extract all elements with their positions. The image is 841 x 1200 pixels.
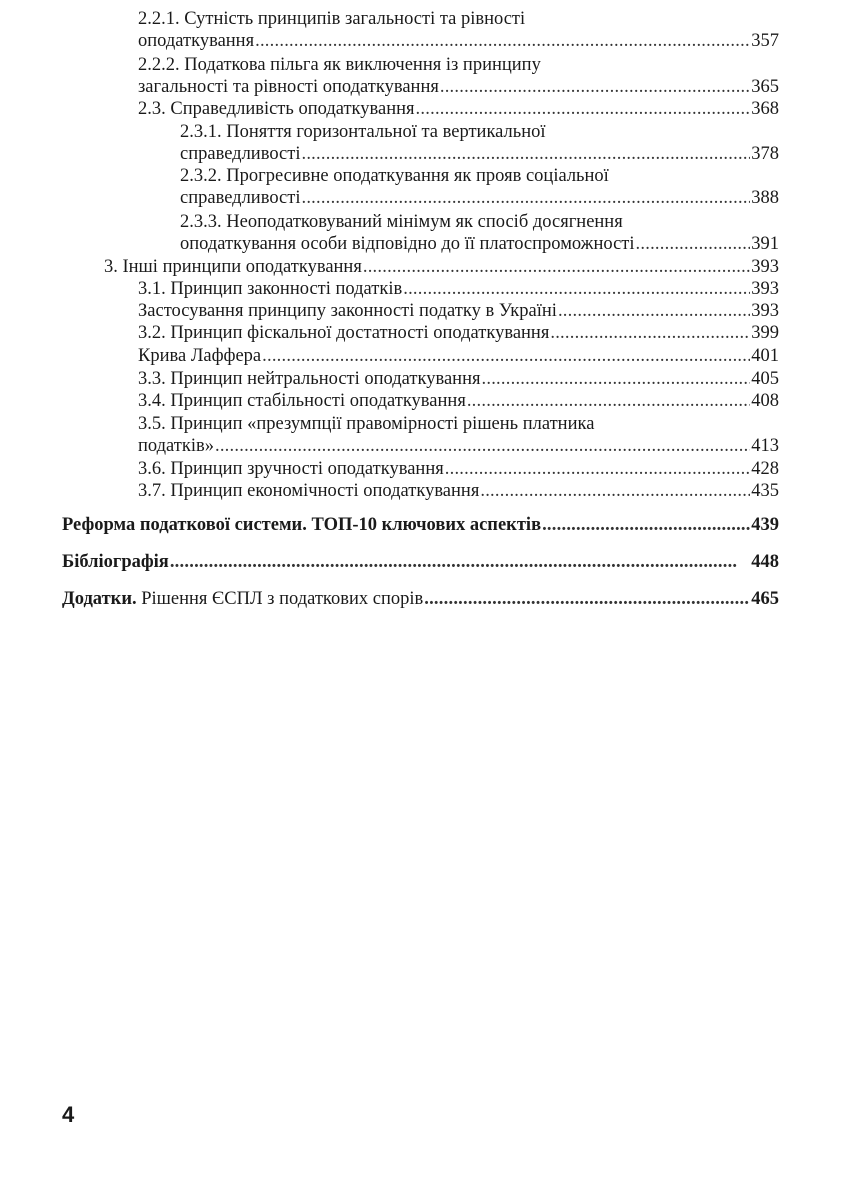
- toc-entry-appendices[interactable]: [62, 588, 779, 610]
- toc-entry-title: 2.2.2. Податкова пільга як виключення із принципу: [138, 55, 541, 75]
- toc-page-number: 393: [751, 279, 779, 299]
- toc-entry-2-2-2[interactable]: [138, 54, 779, 98]
- toc-entry-3-5[interactable]: [138, 413, 779, 457]
- dot-leader: [170, 551, 750, 573]
- toc-entry-2-3-1[interactable]: [180, 121, 779, 165]
- toc-page-number: 401: [751, 346, 779, 366]
- toc-entry-title: 2.3.3. Неоподатковуваний мінімум як спосіб досягнення: [180, 212, 623, 232]
- toc-entry-title-cont: оподаткування: [138, 31, 255, 51]
- toc-entry-3[interactable]: [104, 256, 779, 278]
- toc-entry-title: Бібліографія: [62, 552, 169, 572]
- toc-entry-3-7[interactable]: [138, 480, 779, 502]
- toc-entry-bibliography[interactable]: [62, 551, 779, 573]
- dot-leader: [550, 322, 750, 344]
- toc-page-number: 378: [751, 144, 779, 164]
- toc-entry-laffer-curve[interactable]: [138, 345, 779, 367]
- toc-entry-title: 3.1. Принцип законності податків: [138, 279, 403, 299]
- toc-entry-3-6[interactable]: [138, 458, 779, 480]
- toc-entry-3-1[interactable]: [138, 278, 779, 300]
- dot-leader: [403, 278, 750, 300]
- toc-entry-title-cont: справедливості: [180, 144, 301, 164]
- dot-leader: [416, 98, 751, 120]
- toc-page-number: 439: [751, 515, 779, 535]
- toc-entry-title-cont: справедливості: [180, 188, 301, 208]
- toc-entry-title: 2.2.1. Сутність принципів загальності та рівності: [138, 9, 526, 29]
- toc-page-number: 368: [751, 99, 779, 119]
- toc-entry-title-cont: податків»: [138, 436, 214, 456]
- dot-leader: [255, 30, 750, 52]
- dot-leader: [440, 76, 750, 98]
- toc-entry-title: [62, 588, 423, 610]
- toc-entry-label: Додатки.: [62, 589, 137, 609]
- toc-entry-title: 2.3.2. Прогресивне оподаткування як прояв соціальної: [180, 166, 609, 186]
- toc-entry-title: 2.3.1. Поняття горизонтальної та вертикальної: [180, 122, 546, 142]
- dot-leader: [301, 143, 750, 165]
- toc-entry-2-2-1[interactable]: [138, 8, 779, 52]
- toc-entry-title-cont: загальності та рівності оподаткування: [138, 77, 439, 97]
- toc-entry-2-3-3[interactable]: [180, 211, 779, 255]
- toc-page-number: 408: [751, 391, 779, 411]
- toc-entry-3-4[interactable]: [138, 390, 779, 412]
- toc-page-number: 393: [751, 257, 779, 277]
- dot-leader: [480, 480, 750, 502]
- toc-entry-2-3[interactable]: [138, 98, 779, 120]
- dot-leader: [445, 458, 751, 480]
- toc-entry-title: 3.3. Принцип нейтральності оподаткування: [138, 369, 481, 389]
- toc-entry-title: 3.6. Принцип зручності оподаткування: [138, 459, 444, 479]
- toc-entry-legality-ukraine[interactable]: [138, 300, 779, 322]
- toc-entry-3-2[interactable]: [138, 322, 779, 344]
- toc-page-number: 393: [751, 301, 779, 321]
- toc-page-number: 357: [751, 31, 779, 51]
- toc-entry-3-3[interactable]: [138, 368, 779, 390]
- toc-entry-title: Крива Лаффера: [138, 346, 262, 366]
- toc-page-number: 465: [751, 589, 779, 609]
- dot-leader: [467, 390, 750, 412]
- toc-page-number: 428: [751, 459, 779, 479]
- toc-page-number: 448: [751, 552, 779, 572]
- dot-leader: [262, 345, 750, 367]
- toc-entry-title-text: Рішення ЄСПЛ з податкових спорів: [136, 589, 424, 609]
- toc-entry-title-cont: оподаткування особи відповідно до її платоспроможності: [180, 234, 635, 254]
- toc-entry-title: 2.3. Справедливість оподаткування: [138, 99, 415, 119]
- page-number: 4: [62, 1102, 75, 1127]
- toc-entry-title: 3.5. Принцип «презумпції правомірності рішень платника: [138, 414, 595, 434]
- dot-leader: [424, 588, 750, 610]
- dot-leader: [636, 233, 751, 255]
- toc-page-number: 413: [751, 436, 779, 456]
- toc-entry-2-3-2[interactable]: [180, 165, 779, 209]
- toc-page-number: 399: [751, 323, 779, 343]
- toc-page-number: 405: [751, 369, 779, 389]
- toc-entry-title: 3.2. Принцип фіскальної достатності оподаткування: [138, 323, 550, 343]
- toc-page-number: 391: [751, 234, 779, 254]
- toc-entry-title: 3.7. Принцип економічності оподаткування: [138, 481, 480, 501]
- dot-leader: [482, 368, 751, 390]
- toc-page-number: 435: [751, 481, 779, 501]
- toc-page-number: 365: [751, 77, 779, 97]
- dot-leader: [558, 300, 750, 322]
- toc-entry-title: Реформа податкової системи. ТОП-10 ключових аспектів: [62, 515, 542, 535]
- toc-entry-title: Застосування принципу законності податку в Україні: [138, 301, 557, 321]
- dot-leader: [215, 435, 750, 457]
- toc-entry-title: 3. Інші принципи оподаткування: [104, 257, 362, 277]
- dot-leader: [542, 514, 750, 536]
- toc-entry-title: 3.4. Принцип стабільності оподаткування: [138, 391, 466, 411]
- dot-leader: [301, 187, 750, 209]
- toc-entry-tax-reform[interactable]: [62, 514, 779, 536]
- dot-leader: [363, 256, 750, 278]
- toc-page-number: 388: [751, 188, 779, 208]
